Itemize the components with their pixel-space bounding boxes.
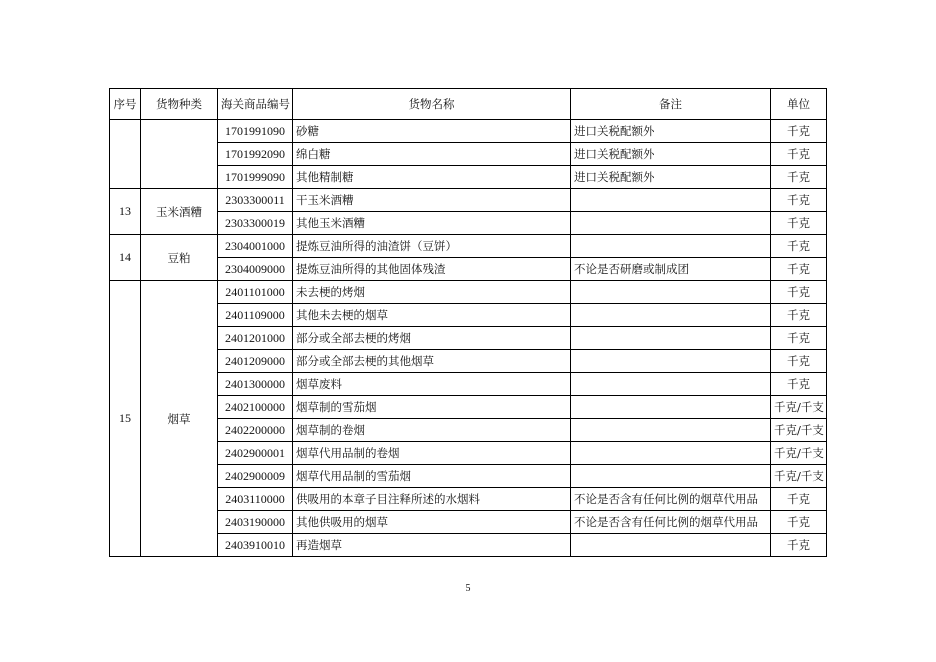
cell-name: 绵白糖 [293, 143, 571, 166]
cell-note [571, 419, 771, 442]
cell-note [571, 396, 771, 419]
cell-code: 2402100000 [218, 396, 293, 419]
cell-seq: 13 [110, 189, 141, 235]
table-row [110, 258, 827, 281]
cell-code: 1701991090 [218, 120, 293, 143]
table-row [110, 350, 827, 373]
cell-name: 部分或全部去梗的烤烟 [293, 327, 571, 350]
cell-code: 2403910010 [218, 534, 293, 557]
cell-code: 2403110000 [218, 488, 293, 511]
table-row [110, 327, 827, 350]
cell-category: 豆粕 [141, 235, 218, 281]
cell-name: 烟草制的雪茄烟 [293, 396, 571, 419]
cell-note [571, 327, 771, 350]
cell-unit: 千克 [771, 327, 827, 350]
cell-note [571, 350, 771, 373]
cell-code: 2303300011 [218, 189, 293, 212]
cell-code: 2303300019 [218, 212, 293, 235]
cell-note [571, 373, 771, 396]
cell-name: 干玉米酒糟 [293, 189, 571, 212]
cell-name: 其他未去梗的烟草 [293, 304, 571, 327]
cell-note: 进口关税配额外 [571, 143, 771, 166]
table-row [110, 419, 827, 442]
table-row [110, 143, 827, 166]
cell-code: 2402900009 [218, 465, 293, 488]
cell-note [571, 212, 771, 235]
cell-name: 部分或全部去梗的其他烟草 [293, 350, 571, 373]
cell-code: 2403190000 [218, 511, 293, 534]
cell-unit: 千克 [771, 166, 827, 189]
cell-name: 烟草制的卷烟 [293, 419, 571, 442]
table-row [110, 465, 827, 488]
table-row [110, 166, 827, 189]
cell-unit: 千克 [771, 304, 827, 327]
cell-category: 玉米酒糟 [141, 189, 218, 235]
cell-unit: 千克 [771, 511, 827, 534]
cell-note: 不论是否研磨或制成团 [571, 258, 771, 281]
cell-seq: 14 [110, 235, 141, 281]
header-unit: 单位 [771, 89, 827, 120]
header-seq: 序号 [110, 89, 141, 120]
cell-note [571, 442, 771, 465]
cell-name: 烟草废料 [293, 373, 571, 396]
table-row [110, 235, 827, 258]
goods-table [109, 88, 827, 557]
cell-unit: 千克/千支 [771, 396, 827, 419]
table-row [110, 212, 827, 235]
cell-unit: 千克 [771, 281, 827, 304]
cell-note [571, 534, 771, 557]
cell-code: 2401209000 [218, 350, 293, 373]
cell-note [571, 189, 771, 212]
cell-name: 其他玉米酒糟 [293, 212, 571, 235]
table-row [110, 488, 827, 511]
cell-code: 2304009000 [218, 258, 293, 281]
table-row [110, 120, 827, 143]
cell-name: 其他精制糖 [293, 166, 571, 189]
cell-note [571, 465, 771, 488]
cell-note: 不论是否含有任何比例的烟草代用品 [571, 488, 771, 511]
cell-name: 砂糖 [293, 120, 571, 143]
cell-code: 1701999090 [218, 166, 293, 189]
table-row [110, 396, 827, 419]
header-code: 海关商品编号 [218, 89, 293, 120]
cell-unit: 千克 [771, 143, 827, 166]
table-header-row [110, 89, 827, 120]
header-note: 备注 [571, 89, 771, 120]
cell-unit: 千克 [771, 212, 827, 235]
cell-name: 未去梗的烤烟 [293, 281, 571, 304]
cell-unit: 千克 [771, 373, 827, 396]
table-row [110, 281, 827, 304]
header-name: 货物名称 [293, 89, 571, 120]
cell-code: 2401201000 [218, 327, 293, 350]
table-row [110, 189, 827, 212]
cell-category [141, 120, 218, 189]
cell-unit: 千克 [771, 258, 827, 281]
cell-unit: 千克/千支 [771, 419, 827, 442]
cell-code: 1701992090 [218, 143, 293, 166]
header-category: 货物种类 [141, 89, 218, 120]
cell-seq: 15 [110, 281, 141, 557]
cell-name: 提炼豆油所得的其他固体残渣 [293, 258, 571, 281]
cell-unit: 千克/千支 [771, 442, 827, 465]
cell-name: 烟草代用品制的雪茄烟 [293, 465, 571, 488]
table-row [110, 304, 827, 327]
page-number: 5 [465, 583, 471, 594]
cell-unit: 千克 [771, 488, 827, 511]
cell-note [571, 235, 771, 258]
cell-name: 提炼豆油所得的油渣饼（豆饼） [293, 235, 571, 258]
cell-name: 供吸用的本章子目注释所述的水烟料 [293, 488, 571, 511]
cell-unit: 千克 [771, 350, 827, 373]
table-row [110, 534, 827, 557]
cell-note [571, 304, 771, 327]
cell-category: 烟草 [141, 281, 218, 557]
table-row [110, 442, 827, 465]
cell-note [571, 281, 771, 304]
table-row [110, 373, 827, 396]
table-body [110, 120, 827, 557]
table-row [110, 511, 827, 534]
cell-name: 其他供吸用的烟草 [293, 511, 571, 534]
cell-name: 烟草代用品制的卷烟 [293, 442, 571, 465]
cell-code: 2402900001 [218, 442, 293, 465]
cell-unit: 千克 [771, 189, 827, 212]
cell-unit: 千克 [771, 534, 827, 557]
cell-seq [110, 120, 141, 189]
cell-name: 再造烟草 [293, 534, 571, 557]
cell-code: 2401109000 [218, 304, 293, 327]
cell-code: 2401300000 [218, 373, 293, 396]
cell-code: 2304001000 [218, 235, 293, 258]
cell-unit: 千克 [771, 120, 827, 143]
cell-note: 不论是否含有任何比例的烟草代用品 [571, 511, 771, 534]
cell-code: 2401101000 [218, 281, 293, 304]
cell-note: 进口关税配额外 [571, 120, 771, 143]
cell-note: 进口关税配额外 [571, 166, 771, 189]
cell-unit: 千克 [771, 235, 827, 258]
cell-code: 2402200000 [218, 419, 293, 442]
cell-unit: 千克/千支 [771, 465, 827, 488]
